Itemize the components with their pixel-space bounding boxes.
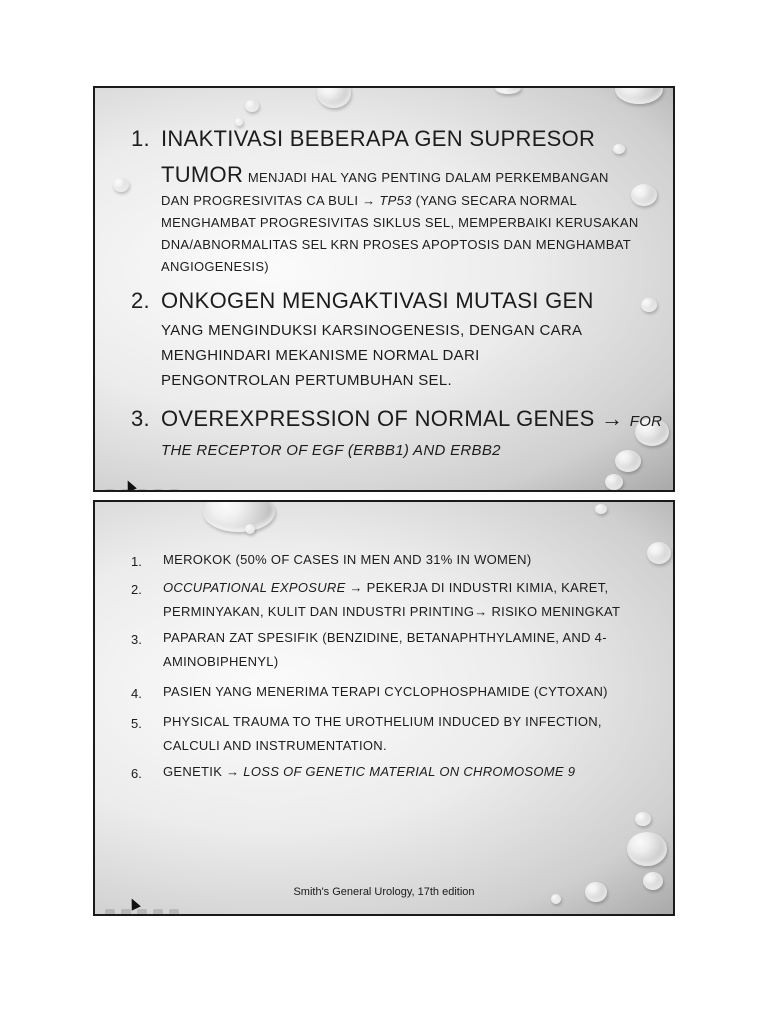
slide-1: [93, 86, 675, 492]
list-item-3: [131, 404, 662, 434]
item-body: THE RECEPTOR OF EGF (ERBB1) AND ERBB2: [161, 442, 501, 459]
list-item: [163, 626, 663, 674]
list-item-2-body: [161, 318, 661, 393]
citation: Smith's General Urology, 17th edition: [293, 886, 475, 898]
item-text: GENETIK →: [163, 764, 244, 779]
item-body: DAN PROGRESIVITAS CA BULI →: [161, 193, 380, 208]
list-item: [163, 680, 663, 704]
water-drop: [615, 86, 663, 104]
item-number: 1.: [131, 126, 150, 151]
list-item-3-body: [161, 438, 661, 463]
water-drop: [245, 100, 259, 112]
slide-2: [93, 500, 675, 916]
list-item: [163, 710, 663, 758]
item-heading-cont: TUMOR: [161, 162, 244, 187]
item-body: PENGONTROLAN PERTUMBUHAN SEL.: [161, 372, 452, 389]
water-drop: [203, 500, 275, 532]
water-drop: [495, 86, 521, 94]
item-body: ANGIOGENESIS): [161, 259, 269, 274]
water-drop: [245, 524, 255, 534]
item-text: PERMINYAKAN, KULIT DAN INDUSTRI PRINTING→ RISIKO MENINGKAT: [163, 604, 621, 619]
item-number: 2.: [131, 288, 150, 313]
item-text: PASIEN YANG MENERIMA TERAPI CYCLOPHOSPHAMIDE (CYTOXAN): [163, 684, 608, 699]
water-drop: [641, 298, 657, 312]
item-heading: ONKOGEN MENGAKTIVASI MUTASI GEN: [161, 288, 594, 313]
item-text: MEROKOK (50% OF CASES IN MEN AND 31% IN WOMEN): [163, 552, 532, 567]
item-number: 6.: [131, 766, 142, 781]
item-body: YANG MENGINDUKSI KARSINOGENESIS, DENGAN CARA: [161, 322, 583, 339]
item-number: 2.: [131, 582, 142, 597]
slide-toolbar[interactable]: [105, 902, 225, 910]
item-text-italic: OCCUPATIONAL EXPOSURE: [163, 580, 346, 595]
water-drop: [317, 86, 351, 108]
gene-name: TP53: [379, 193, 412, 208]
list-item: [163, 576, 663, 624]
list-item-2: [131, 286, 594, 316]
item-body: MENJADI HAL YANG PENTING DALAM PERKEMBANGAN: [247, 170, 609, 185]
list-item: [163, 760, 663, 784]
item-text: PAPARAN ZAT SPESIFIK (BENZIDINE, BETANAPHTHYLAMINE, AND 4-: [163, 630, 607, 645]
list-item-1-body: [161, 160, 661, 278]
water-drop: [635, 812, 651, 826]
water-drop: [613, 144, 625, 154]
water-drop: [595, 504, 607, 514]
item-number: 5.: [131, 716, 142, 731]
list-item-1: [131, 124, 595, 154]
item-heading-italic: FOR: [629, 413, 663, 430]
item-body: MENGHINDARI MEKANISME NORMAL DARI: [161, 347, 480, 364]
list-item: [163, 548, 663, 572]
item-text: CALCULI AND INSTRUMENTATION.: [163, 738, 387, 753]
water-drop: [113, 178, 129, 192]
item-body: MENGHAMBAT PROGRESIVITAS SIKLUS SEL, MEMPERBAIKI KERUSAKAN: [161, 215, 639, 230]
item-text-italic: LOSS OF GENETIC MATERIAL ON CHROMOSOME 9: [243, 764, 576, 779]
item-text: → PEKERJA DI INDUSTRI KIMIA, KARET,: [345, 580, 609, 595]
water-drop: [627, 832, 667, 866]
item-body: DNA/ABNORMALITAS SEL KRN PROSES APOPTOSIS DAN MENGHAMBAT: [161, 237, 631, 252]
item-number: 1.: [131, 554, 142, 569]
item-text: AMINOBIPHENYL): [163, 654, 279, 669]
item-text: PHYSICAL TRAUMA TO THE UROTHELIUM INDUCED BY INFECTION,: [163, 714, 602, 729]
item-body: (YANG SECARA NORMAL: [411, 193, 578, 208]
water-drop: [605, 474, 623, 490]
item-number: 3.: [131, 406, 150, 431]
item-heading: OVEREXPRESSION OF NORMAL GENES →: [161, 406, 630, 431]
item-number: 3.: [131, 632, 142, 647]
item-heading: INAKTIVASI BEBERAPA GEN SUPRESOR: [161, 126, 596, 151]
item-number: 4.: [131, 686, 142, 701]
